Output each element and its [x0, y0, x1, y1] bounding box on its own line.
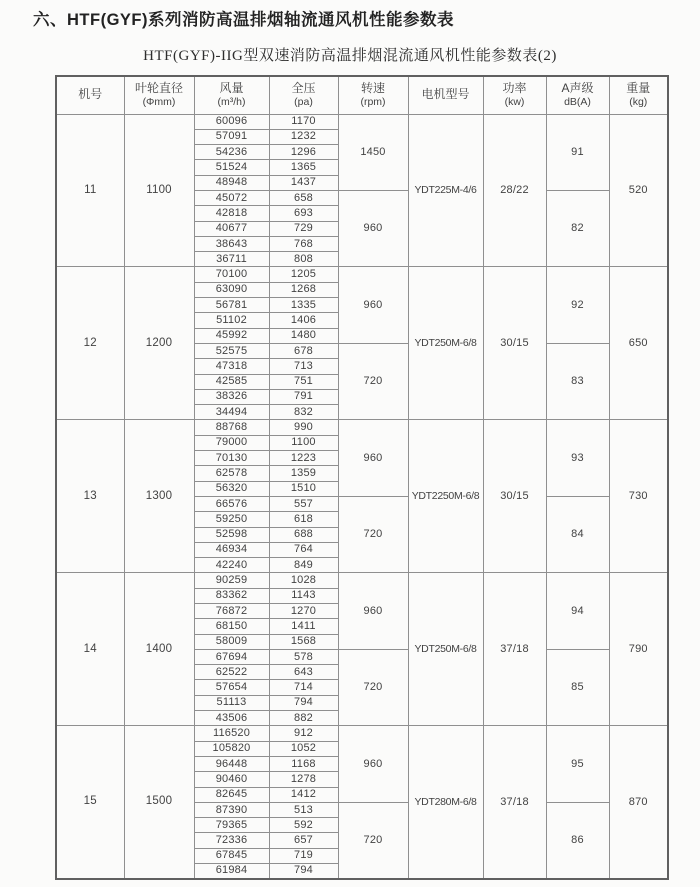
- cell-speed: 960: [338, 267, 408, 343]
- header-unit: (Φmm): [142, 96, 176, 109]
- table-row: [56, 726, 668, 741]
- cell-total-pressure: 1028: [269, 573, 338, 588]
- cell-total-pressure: 1100: [269, 435, 338, 450]
- header-unit: (pa): [294, 96, 313, 109]
- cell-total-pressure: 657: [269, 833, 338, 848]
- header-unit: (kg): [629, 96, 648, 109]
- cell-total-pressure: 693: [269, 206, 338, 221]
- cell-air-volume: 51102: [194, 313, 269, 328]
- table-row: [56, 267, 668, 282]
- table-row: [56, 573, 668, 588]
- cell-motor-model: YDT250M-6/8: [408, 267, 483, 420]
- cell-total-pressure: 764: [269, 542, 338, 557]
- cell-air-volume: 72336: [194, 833, 269, 848]
- cell-noise-level: 91: [546, 114, 609, 190]
- cell-motor-model: YDT280M-6/8: [408, 726, 483, 879]
- cell-air-volume: 79365: [194, 818, 269, 833]
- col-header-speed: [338, 76, 408, 114]
- cell-total-pressure: 1168: [269, 756, 338, 771]
- cell-total-pressure: 719: [269, 848, 338, 863]
- cell-air-volume: 88768: [194, 420, 269, 435]
- cell-noise-level: 95: [546, 726, 609, 802]
- cell-air-volume: 42818: [194, 206, 269, 221]
- cell-air-volume: 66576: [194, 496, 269, 511]
- cell-total-pressure: 1232: [269, 129, 338, 144]
- cell-total-pressure: 1365: [269, 160, 338, 175]
- cell-power: 37/18: [483, 726, 546, 879]
- cell-air-volume: 40677: [194, 221, 269, 236]
- cell-total-pressure: 513: [269, 802, 338, 817]
- cell-air-volume: 116520: [194, 726, 269, 741]
- cell-air-volume: 38643: [194, 236, 269, 251]
- cell-total-pressure: 688: [269, 527, 338, 542]
- cell-air-volume: 36711: [194, 252, 269, 267]
- header-label: 功率: [502, 80, 527, 95]
- cell-air-volume: 96448: [194, 756, 269, 771]
- cell-noise-level: 84: [546, 496, 609, 572]
- cell-speed: 960: [338, 420, 408, 496]
- cell-total-pressure: 643: [269, 665, 338, 680]
- cell-air-volume: 79000: [194, 435, 269, 450]
- cell-total-pressure: 751: [269, 374, 338, 389]
- cell-noise-level: 85: [546, 649, 609, 725]
- cell-speed: 1450: [338, 114, 408, 190]
- cell-air-volume: 67694: [194, 649, 269, 664]
- header-label: 重量: [626, 80, 651, 95]
- cell-total-pressure: 990: [269, 420, 338, 435]
- col-header-model-no: [56, 76, 124, 114]
- cell-total-pressure: 1411: [269, 619, 338, 634]
- cell-total-pressure: 768: [269, 236, 338, 251]
- cell-air-volume: 76872: [194, 604, 269, 619]
- cell-total-pressure: 1437: [269, 175, 338, 190]
- cell-model-no: 14: [56, 573, 124, 726]
- cell-motor-model: YDT250M-6/8: [408, 573, 483, 726]
- cell-total-pressure: 1143: [269, 588, 338, 603]
- cell-air-volume: 38326: [194, 389, 269, 404]
- cell-air-volume: 70100: [194, 267, 269, 282]
- cell-model-no: 13: [56, 420, 124, 573]
- cell-noise-level: 94: [546, 573, 609, 649]
- col-header-motor-model: [408, 76, 483, 114]
- cell-air-volume: 63090: [194, 282, 269, 297]
- cell-total-pressure: 794: [269, 695, 338, 710]
- header-label: 转速: [360, 80, 385, 95]
- cell-air-volume: 52575: [194, 343, 269, 358]
- cell-air-volume: 54236: [194, 145, 269, 160]
- cell-air-volume: 52598: [194, 527, 269, 542]
- cell-weight: 650: [609, 267, 668, 420]
- cell-air-volume: 47318: [194, 359, 269, 374]
- cell-air-volume: 45992: [194, 328, 269, 343]
- header-label: 全压: [291, 80, 316, 95]
- cell-weight: 730: [609, 420, 668, 573]
- fan-performance-table: [55, 75, 669, 880]
- cell-air-volume: 56781: [194, 298, 269, 313]
- cell-air-volume: 57091: [194, 129, 269, 144]
- cell-air-volume: 68150: [194, 619, 269, 634]
- cell-model-no: 11: [56, 114, 124, 267]
- cell-noise-level: 93: [546, 420, 609, 496]
- cell-total-pressure: 1205: [269, 267, 338, 282]
- cell-speed: 960: [338, 190, 408, 266]
- cell-impeller-diameter: 1400: [124, 573, 194, 726]
- cell-power: 30/15: [483, 267, 546, 420]
- cell-speed: 720: [338, 802, 408, 878]
- page-title: 六、HTF(GYF)系列消防高温排烟轴流通风机性能参数表: [33, 11, 454, 29]
- cell-total-pressure: 912: [269, 726, 338, 741]
- col-header-total-pressure: [269, 76, 338, 114]
- cell-noise-level: 86: [546, 802, 609, 878]
- cell-air-volume: 51113: [194, 695, 269, 710]
- table-body: [56, 114, 668, 879]
- col-header-power: [483, 76, 546, 114]
- cell-air-volume: 82645: [194, 787, 269, 802]
- cell-air-volume: 56320: [194, 481, 269, 496]
- header-unit: (kw): [504, 96, 525, 109]
- cell-noise-level: 92: [546, 267, 609, 343]
- table-header: [56, 76, 668, 114]
- cell-model-no: 12: [56, 267, 124, 420]
- header-unit: (rpm): [360, 96, 386, 109]
- cell-total-pressure: 1412: [269, 787, 338, 802]
- cell-impeller-diameter: 1500: [124, 726, 194, 879]
- cell-air-volume: 70130: [194, 451, 269, 466]
- cell-total-pressure: 1406: [269, 313, 338, 328]
- header-label: 机号: [78, 87, 103, 102]
- cell-speed: 960: [338, 573, 408, 649]
- cell-weight: 520: [609, 114, 668, 267]
- cell-air-volume: 61984: [194, 864, 269, 879]
- table-row: [56, 114, 668, 129]
- cell-total-pressure: 849: [269, 558, 338, 573]
- cell-speed: 960: [338, 726, 408, 802]
- cell-air-volume: 90259: [194, 573, 269, 588]
- cell-air-volume: 57654: [194, 680, 269, 695]
- cell-total-pressure: 1296: [269, 145, 338, 160]
- cell-total-pressure: 557: [269, 496, 338, 511]
- cell-air-volume: 43506: [194, 711, 269, 726]
- col-header-air-volume: [194, 76, 269, 114]
- cell-total-pressure: 729: [269, 221, 338, 236]
- cell-total-pressure: 791: [269, 389, 338, 404]
- cell-total-pressure: 1170: [269, 114, 338, 129]
- cell-motor-model: YDT2250M-6/8: [408, 420, 483, 573]
- col-header-impeller-diameter: [124, 76, 194, 114]
- cell-air-volume: 46934: [194, 542, 269, 557]
- cell-air-volume: 90460: [194, 772, 269, 787]
- header-unit: dB(A): [564, 96, 591, 109]
- cell-total-pressure: 1335: [269, 298, 338, 313]
- cell-air-volume: 58009: [194, 634, 269, 649]
- header-label: 电机型号: [421, 87, 470, 102]
- cell-air-volume: 48948: [194, 175, 269, 190]
- col-header-noise-level: [546, 76, 609, 114]
- cell-total-pressure: 1223: [269, 451, 338, 466]
- cell-total-pressure: 1359: [269, 466, 338, 481]
- cell-total-pressure: 618: [269, 512, 338, 527]
- cell-noise-level: 82: [546, 190, 609, 266]
- cell-air-volume: 62522: [194, 665, 269, 680]
- cell-air-volume: 45072: [194, 190, 269, 205]
- cell-air-volume: 62578: [194, 466, 269, 481]
- cell-total-pressure: 808: [269, 252, 338, 267]
- cell-speed: 720: [338, 649, 408, 725]
- cell-power: 28/22: [483, 114, 546, 267]
- cell-total-pressure: 794: [269, 864, 338, 879]
- table-subtitle: HTF(GYF)-IIG型双速消防高温排烟混流通风机性能参数表(2): [143, 48, 557, 64]
- header-label: A声级: [561, 80, 594, 95]
- cell-total-pressure: 1268: [269, 282, 338, 297]
- cell-total-pressure: 1052: [269, 741, 338, 756]
- cell-air-volume: 105820: [194, 741, 269, 756]
- cell-total-pressure: 1278: [269, 772, 338, 787]
- cell-power: 37/18: [483, 573, 546, 726]
- cell-impeller-diameter: 1300: [124, 420, 194, 573]
- cell-total-pressure: 678: [269, 343, 338, 358]
- cell-air-volume: 51524: [194, 160, 269, 175]
- cell-total-pressure: 658: [269, 190, 338, 205]
- cell-total-pressure: 1480: [269, 328, 338, 343]
- cell-total-pressure: 1568: [269, 634, 338, 649]
- cell-total-pressure: 1510: [269, 481, 338, 496]
- cell-model-no: 15: [56, 726, 124, 879]
- cell-motor-model: YDT225M-4/6: [408, 114, 483, 267]
- header-row: [56, 76, 668, 114]
- cell-total-pressure: 882: [269, 711, 338, 726]
- cell-air-volume: 87390: [194, 802, 269, 817]
- cell-impeller-diameter: 1200: [124, 267, 194, 420]
- cell-air-volume: 59250: [194, 512, 269, 527]
- cell-power: 30/15: [483, 420, 546, 573]
- cell-air-volume: 60096: [194, 114, 269, 129]
- cell-total-pressure: 578: [269, 649, 338, 664]
- cell-air-volume: 34494: [194, 405, 269, 420]
- col-header-weight: [609, 76, 668, 114]
- header-unit: (m³/h): [217, 96, 246, 109]
- cell-total-pressure: 1270: [269, 604, 338, 619]
- cell-total-pressure: 713: [269, 359, 338, 374]
- header-label: 叶轮直径: [134, 80, 183, 95]
- table-row: [56, 420, 668, 435]
- cell-air-volume: 67845: [194, 848, 269, 863]
- cell-total-pressure: 832: [269, 405, 338, 420]
- cell-air-volume: 42240: [194, 558, 269, 573]
- cell-speed: 720: [338, 496, 408, 572]
- cell-noise-level: 83: [546, 343, 609, 419]
- cell-total-pressure: 592: [269, 818, 338, 833]
- cell-air-volume: 83362: [194, 588, 269, 603]
- cell-speed: 720: [338, 343, 408, 419]
- cell-air-volume: 42585: [194, 374, 269, 389]
- cell-total-pressure: 714: [269, 680, 338, 695]
- cell-weight: 790: [609, 573, 668, 726]
- header-label: 风量: [219, 80, 244, 95]
- cell-weight: 870: [609, 726, 668, 879]
- cell-impeller-diameter: 1100: [124, 114, 194, 267]
